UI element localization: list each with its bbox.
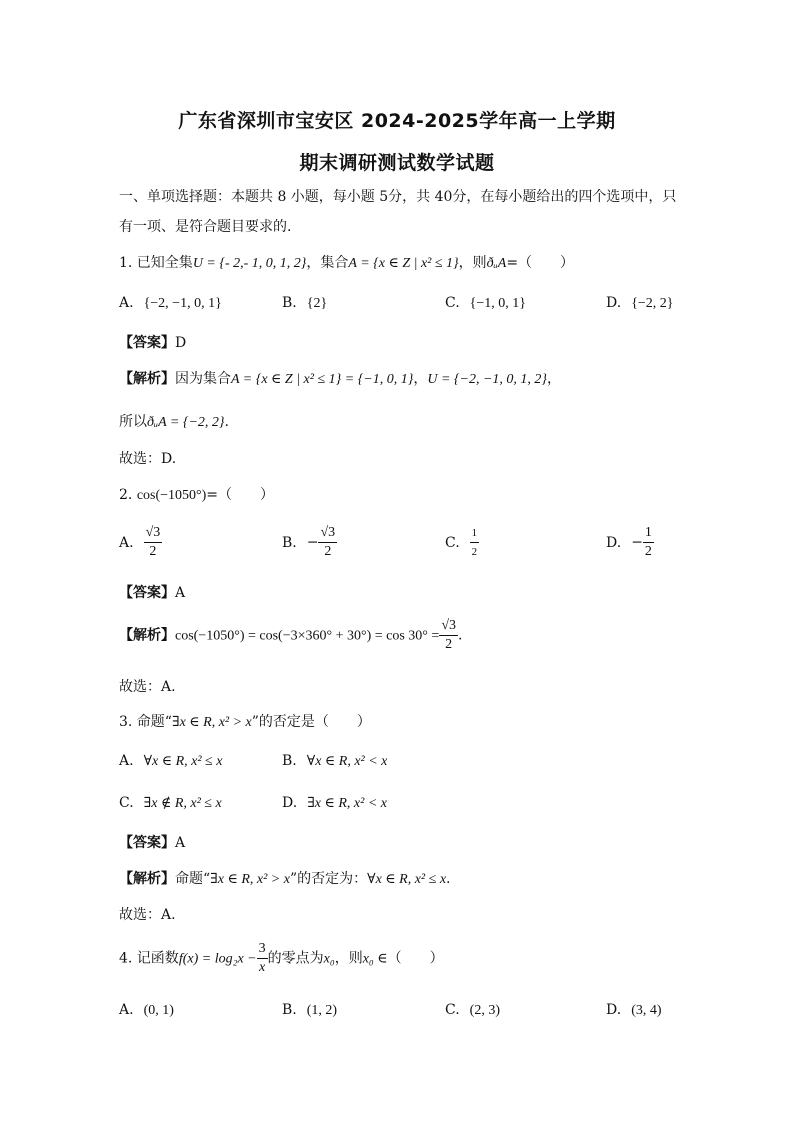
q4-function: f(x) = log₂x −: [178, 951, 257, 967]
analysis-tag: 【解析】: [119, 871, 175, 887]
q1-analysis-end: ，: [547, 371, 561, 387]
option-fraction: [318, 524, 337, 561]
fraction-denominator: 2: [324, 544, 332, 559]
q2-choice-value: A.: [161, 679, 176, 695]
fraction-numerator: √3: [144, 524, 163, 543]
q4-option-d: [606, 1002, 662, 1019]
q1-choice: [119, 448, 176, 468]
option-label: B.: [282, 534, 297, 551]
q1-stem-d: =（ ）: [506, 255, 575, 271]
option-label: A.: [119, 753, 134, 769]
answer-tag: 【答案】: [119, 335, 175, 351]
q3-answer: [119, 832, 185, 852]
fraction-denominator: 2: [149, 544, 157, 559]
q3-option-b: [282, 753, 387, 770]
option-label: C.: [119, 795, 134, 811]
q2-answer: [119, 582, 185, 602]
analysis-tag: 【解析】: [119, 371, 175, 387]
analysis-tag: 【解析】: [119, 627, 175, 644]
q4-option-c: [445, 1002, 500, 1019]
fraction-numerator: 1: [470, 524, 480, 543]
q1-option-b: [282, 295, 327, 312]
option-label: D.: [606, 295, 622, 311]
q4-option-b: [282, 1002, 337, 1019]
option-text: {−2, 2}: [631, 296, 674, 311]
q1-set-a: A = {x ∈ Z | x² ≤ 1}: [348, 256, 459, 271]
option-sign: −: [631, 534, 643, 551]
q4-stem: [119, 940, 444, 977]
option-fraction: [643, 524, 654, 561]
option-label: D.: [606, 1002, 622, 1018]
q1-universal-set: U = {- 2,- 1, 0, 1, 2}: [192, 256, 307, 271]
q1-analysis-a: 因为集合: [175, 371, 231, 387]
option-label: B.: [282, 295, 297, 311]
q2-stem-end: =（ ）: [206, 487, 275, 503]
q4-stem-c: ，则: [334, 950, 363, 967]
option-label: A.: [119, 295, 134, 311]
q3-analysis: [119, 868, 450, 888]
q1-so-expr: ðᵤA = {−2, 2}: [147, 415, 225, 430]
q1-stem-a: 1. 已知全集: [119, 255, 193, 271]
q3-choice-value: A.: [161, 907, 176, 923]
q1-answer: [119, 332, 186, 352]
option-label: A.: [119, 534, 134, 551]
fraction-numerator: √3: [439, 617, 458, 636]
q2-stem-number: 2.: [119, 487, 133, 503]
option-text: ∃x ∉ R, x² ≤ x: [143, 796, 222, 811]
q1-conclusion: [119, 411, 229, 431]
q1-option-a: [119, 295, 222, 312]
q2-stem: [119, 484, 274, 504]
q3-stem-a: 3. 命题“: [119, 714, 172, 730]
conclude-prefix: 故选：: [119, 679, 161, 695]
option-label: C.: [445, 1002, 460, 1018]
option-text: ∀x ∈ R, x² ≤ x: [143, 754, 223, 769]
q3-analysis-end: .: [446, 871, 451, 887]
fraction-denominator: 2: [445, 637, 453, 652]
option-text: (2, 3): [469, 1003, 500, 1018]
fraction-denominator: x: [259, 960, 266, 975]
q4-option-a: [119, 1002, 174, 1019]
q4-stem-a: 4. 记函数: [119, 950, 179, 967]
q3-stem: [119, 711, 371, 731]
option-text: {−2, −1, 0, 1}: [143, 296, 222, 311]
q2-analysis-expr: cos(−1050°) = cos(−3×360° + 30°) = cos 30° =: [175, 628, 440, 644]
q3-analysis-prop: ∃x ∈ R, x² > x: [210, 872, 290, 887]
q3-choice: [119, 904, 176, 924]
q4-x0: x₀: [323, 951, 335, 967]
q3-analysis-b: ”的否定为：: [289, 871, 368, 887]
option-text: ∃x ∈ R, x² < x: [307, 796, 387, 811]
q1-so-end: .: [224, 414, 229, 430]
title-line-1: 广东省深圳市宝安区 2024-2025学年高一上学期: [178, 110, 616, 132]
q2-analysis-fraction: [439, 617, 458, 654]
q3-answer-value: A: [175, 835, 186, 851]
fraction-numerator: 1: [643, 524, 654, 543]
option-label: D.: [606, 534, 622, 551]
q1-stem-c: ，则: [458, 255, 487, 271]
q3-analysis-a: 命题“: [175, 871, 211, 887]
option-fraction: [470, 524, 480, 561]
fraction-denominator: 2: [471, 546, 478, 558]
title-line-2: 期末调研测试数学试题: [299, 152, 495, 174]
answer-tag: 【答案】: [119, 835, 175, 851]
q1-option-c: [445, 295, 526, 312]
q3-option-a: [119, 753, 222, 770]
q1-analysis-universal: U = {−2, −1, 0, 1, 2}: [427, 372, 547, 387]
option-fraction: [144, 524, 163, 561]
q1-option-d: [606, 295, 674, 312]
q4-x0-in: x₀ ∈: [362, 951, 388, 967]
option-text: (0, 1): [143, 1003, 174, 1018]
option-text: (1, 2): [306, 1003, 338, 1018]
q3-option-d: [282, 795, 387, 812]
option-label: C.: [445, 534, 460, 551]
q2-expr: cos(−1050°): [136, 488, 207, 503]
option-text: ∀x ∈ R, x² < x: [306, 754, 388, 769]
fraction-numerator: √3: [318, 524, 337, 543]
q1-analysis-set: A = {x ∈ Z | x² ≤ 1} = {−1, 0, 1}: [231, 372, 414, 387]
section-heading-line-2: 有一项、是符合题目要求的.: [119, 219, 292, 235]
q3-option-c: [119, 795, 222, 812]
fraction-denominator: 2: [644, 544, 652, 559]
q4-stem-b: 的零点为: [267, 950, 324, 967]
option-text: (3, 4): [631, 1003, 662, 1018]
answer-tag: 【答案】: [119, 585, 175, 601]
option-label: B.: [282, 753, 297, 769]
q4-fraction: [257, 940, 268, 977]
q3-stem-b: ”的否定是（ ）: [251, 714, 371, 730]
q2-analysis: [119, 617, 462, 654]
option-label: D.: [282, 795, 298, 811]
conclude-prefix: 故选：: [119, 451, 161, 467]
q1-stem-b: ，集合: [306, 255, 349, 271]
q2-choice: [119, 676, 176, 696]
q1-answer-value: D: [175, 335, 187, 351]
option-text: {2}: [306, 296, 328, 311]
option-label: A.: [119, 1002, 134, 1018]
q1-complement: ðᵤA: [486, 256, 507, 271]
option-text: {−1, 0, 1}: [469, 296, 527, 311]
fraction-numerator: 3: [257, 940, 268, 959]
option-label: B.: [282, 1002, 297, 1018]
option-label: C.: [445, 295, 460, 311]
q1-choice-value: D.: [161, 451, 177, 467]
q1-stem: [119, 252, 574, 272]
q1-analysis: [119, 368, 561, 388]
q2-analysis-end: .: [458, 627, 463, 644]
q1-analysis-sep: ，: [413, 371, 428, 387]
conclude-prefix: 故选：: [119, 907, 161, 923]
q2-option-a: [119, 524, 162, 561]
q1-so-prefix: 所以: [119, 414, 147, 430]
q3-analysis-neg: ∀x ∈ R, x² ≤ x: [367, 872, 447, 887]
q2-option-d: [606, 524, 654, 561]
q2-answer-value: A: [175, 585, 186, 601]
option-sign: −: [306, 534, 319, 551]
q3-proposition: ∃x ∈ R, x² > x: [171, 715, 252, 730]
q2-option-c: [445, 524, 479, 561]
q2-option-b: [282, 524, 337, 561]
section-heading-line-1: 一、单项选择题：本题共 8 小题，每小题 5分，共 40分，在每小题给出的四个选项中，只: [119, 189, 677, 205]
q4-stem-d: （ ）: [387, 950, 444, 967]
